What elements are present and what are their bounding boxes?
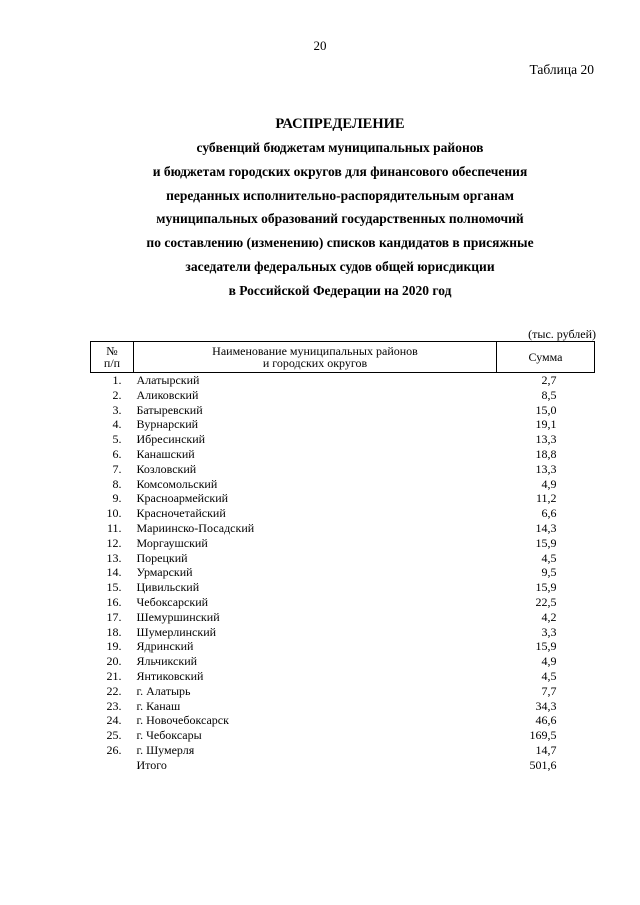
table-row <box>91 580 595 595</box>
row-name: Козловский <box>136 461 197 476</box>
row-name: Красноармейский <box>136 491 229 506</box>
row-number: 1. <box>112 373 122 387</box>
table-row <box>91 506 595 521</box>
table-row <box>91 595 595 610</box>
table-total-row <box>91 758 595 773</box>
row-number: 9. <box>112 491 122 506</box>
row-name: г. Шумерля <box>136 742 195 757</box>
total-label: Итого <box>136 757 167 772</box>
header-name-line1: Наименование муниципальных районов <box>212 344 418 358</box>
header-name-line2: и городских округов <box>262 356 368 370</box>
row-sum: 4,9 <box>541 476 557 491</box>
table-row <box>91 491 595 506</box>
row-sum: 2,7 <box>541 373 557 387</box>
row-sum: 34,3 <box>535 698 557 713</box>
row-name: г. Алатырь <box>136 683 191 698</box>
total-number-cell <box>91 758 134 773</box>
row-name: Комсомольский <box>136 476 218 491</box>
subtitle-line: и бюджетам городских округов для финансового обеспечения <box>152 163 528 179</box>
subtitle-line: в Российской Федерации на 2020 год <box>228 282 452 298</box>
page-number: 20 <box>313 38 327 53</box>
table-row <box>91 403 595 418</box>
row-name: Ядринский <box>136 639 194 654</box>
row-number: 17. <box>106 609 122 624</box>
table-row <box>91 388 595 403</box>
row-name: Порецкий <box>136 550 188 565</box>
subtitle-line: субвенций бюджетам муниципальных районов <box>196 140 484 155</box>
row-sum: 22,5 <box>535 594 557 609</box>
row-sum: 4,2 <box>541 609 557 624</box>
distribution-table <box>90 341 595 773</box>
table-row <box>91 639 595 654</box>
table-row <box>91 684 595 699</box>
total-sum: 501,6 <box>529 757 557 772</box>
subtitle-line: муниципальных образований государственных полномочий <box>156 211 524 227</box>
row-name: Мариинско-Посадский <box>136 520 255 535</box>
row-number: 12. <box>106 535 122 550</box>
row-name: Янтиковский <box>136 668 204 683</box>
row-number: 6. <box>112 446 122 461</box>
row-sum: 14,3 <box>535 520 557 535</box>
table-row <box>91 521 595 536</box>
table-row <box>91 551 595 566</box>
row-sum: 15,0 <box>535 402 557 417</box>
row-number: 11. <box>106 520 122 535</box>
row-number: 14. <box>106 565 122 580</box>
table-row <box>91 565 595 580</box>
row-name: Вурнарский <box>136 417 199 432</box>
row-name: Алатырский <box>136 373 200 387</box>
row-number: 25. <box>106 728 122 743</box>
table-row <box>91 373 595 388</box>
row-name: Аликовский <box>136 387 199 402</box>
row-name: Ибресинский <box>136 432 206 447</box>
table-row <box>91 728 595 743</box>
row-sum: 11,2 <box>535 491 557 506</box>
table-header-row <box>91 342 595 373</box>
table-row <box>91 610 595 625</box>
row-sum: 9,5 <box>541 565 557 580</box>
row-sum: 169,5 <box>529 728 557 743</box>
row-sum: 13,3 <box>535 461 557 476</box>
row-name: г. Канаш <box>136 698 181 713</box>
row-name: Чебоксарский <box>136 594 209 609</box>
row-sum: 8,5 <box>541 387 557 402</box>
row-number: 2. <box>112 387 122 402</box>
row-name: Цивильский <box>136 580 200 595</box>
table-row <box>91 669 595 684</box>
row-number: 4. <box>112 417 122 432</box>
row-number: 8. <box>112 476 122 491</box>
subtitle-line: заседатели федеральных судов общей юрисдикции <box>185 258 495 274</box>
header-number <box>91 342 134 373</box>
row-sum: 14,7 <box>535 742 557 757</box>
row-number: 5. <box>112 432 122 447</box>
units-label: (тыс. рублей) <box>528 327 596 341</box>
row-sum: 3,3 <box>541 624 557 639</box>
row-name: Красночетайский <box>136 506 226 521</box>
header-number-line2: п/п <box>103 356 121 370</box>
row-name: Яльчикский <box>136 654 198 669</box>
row-sum: 13,3 <box>535 432 557 447</box>
row-sum: 7,7 <box>541 683 557 698</box>
row-name: Шумерлинский <box>136 624 217 639</box>
row-sum: 4,5 <box>541 550 557 565</box>
row-number: 10. <box>106 506 122 521</box>
row-sum: 15,9 <box>535 639 557 654</box>
row-number: 18. <box>106 624 122 639</box>
row-number: 13. <box>106 550 122 565</box>
row-number: 23. <box>106 698 122 713</box>
row-name: Урмарский <box>136 565 193 580</box>
table-row <box>91 743 595 758</box>
table-reference: Таблица 20 <box>529 62 594 77</box>
row-sum: 4,5 <box>541 668 557 683</box>
row-name: Шемуршинский <box>136 609 220 624</box>
table-row <box>91 432 595 447</box>
header-name <box>134 342 497 373</box>
table-row <box>91 417 595 432</box>
row-number: 24. <box>106 713 122 728</box>
table-row <box>91 625 595 640</box>
table-row <box>91 713 595 728</box>
document-title: РАСПРЕДЕЛЕНИЕ <box>275 116 405 132</box>
row-number: 26. <box>106 742 122 757</box>
table-row <box>91 536 595 551</box>
row-sum: 18,8 <box>535 446 557 461</box>
row-number: 19. <box>106 639 122 654</box>
row-sum: 19,1 <box>535 417 557 432</box>
row-number: 16. <box>106 594 122 609</box>
table-row <box>91 699 595 714</box>
table-row <box>91 462 595 477</box>
row-number: 20. <box>106 654 122 669</box>
row-name: Канашский <box>136 446 195 461</box>
row-number: 7. <box>112 461 122 476</box>
row-number: 22. <box>106 683 122 698</box>
row-name: г. Чебоксары <box>136 728 202 743</box>
row-name: Батыревский <box>136 402 203 417</box>
subtitle-line: переданных исполнительно-распорядительным органам <box>166 187 514 203</box>
subtitle-line: по составлению (изменению) списков кандидатов в присяжные <box>146 235 534 251</box>
row-number: 21. <box>106 668 122 683</box>
table-row <box>91 477 595 492</box>
row-sum: 6,6 <box>541 506 557 521</box>
row-sum: 46,6 <box>535 713 557 728</box>
header-number-line1: № <box>106 344 118 358</box>
table-body <box>91 373 595 773</box>
row-sum: 15,9 <box>535 580 557 595</box>
header-sum: Сумма <box>497 342 595 373</box>
row-name: г. Новочебоксарск <box>136 713 229 728</box>
row-sum: 4,9 <box>541 654 557 669</box>
row-name: Моргаушский <box>136 535 208 550</box>
row-number: 3. <box>112 402 122 417</box>
table-row <box>91 447 595 462</box>
row-sum: 15,9 <box>535 535 557 550</box>
document-title-block <box>0 112 640 303</box>
row-number: 15. <box>106 580 122 595</box>
table-row <box>91 654 595 669</box>
